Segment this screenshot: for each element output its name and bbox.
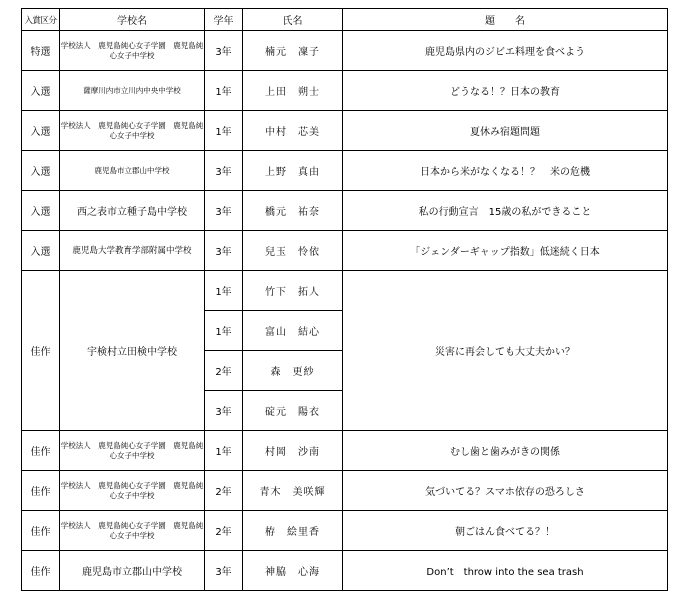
cell-grade: 1年 [205, 311, 243, 351]
header-kubun: 入賞区分 [22, 9, 60, 31]
cell-school: 宇検村立田検中学校 [60, 271, 205, 431]
cell-title: 災害に再会しても大丈夫かい？ [343, 271, 668, 431]
header-name: 氏名 [243, 9, 343, 31]
cell-name: 神脇 心海 [243, 551, 343, 591]
cell-title: 私の行動宣言 15歳の私ができること [343, 191, 668, 231]
table-row [22, 31, 668, 71]
table-row [22, 231, 668, 271]
table-row [22, 111, 668, 151]
table-row [22, 71, 668, 111]
header-row [22, 9, 668, 31]
cell-name: 富山 結心 [243, 311, 343, 351]
cell-school: 学校法人 鹿児島純心女子学園 鹿児島純心女子中学校 [60, 471, 205, 511]
table-row [22, 511, 668, 551]
cell-name: 橋元 祐奈 [243, 191, 343, 231]
cell-name: 碇元 陽衣 [243, 391, 343, 431]
cell-grade: 3年 [205, 151, 243, 191]
cell-kubun: 佳作 [22, 471, 60, 511]
cell-grade: 2年 [205, 511, 243, 551]
cell-grade: 3年 [205, 231, 243, 271]
cell-name: 栫 絵里香 [243, 511, 343, 551]
cell-grade: 1年 [205, 431, 243, 471]
cell-kubun: 入選 [22, 111, 60, 151]
table-row [22, 271, 668, 311]
cell-name: 村岡 沙南 [243, 431, 343, 471]
cell-school: 鹿児島市立郡山中学校 [60, 151, 205, 191]
cell-name: 森 更紗 [243, 351, 343, 391]
cell-title: 日本から米がなくなる！？ 米の危機 [343, 151, 668, 191]
header-title: 題 名 [343, 9, 668, 31]
cell-grade: 2年 [205, 351, 243, 391]
cell-school: 学校法人 鹿児島純心女子学園 鹿児島純心女子中学校 [60, 31, 205, 71]
cell-kubun: 入選 [22, 151, 60, 191]
header-school: 学校名 [60, 9, 205, 31]
table-row [22, 151, 668, 191]
cell-grade: 1年 [205, 71, 243, 111]
cell-school: 鹿児島市立郡山中学校 [60, 551, 205, 591]
cell-title: 気づいてる？スマホ依存の恐ろしさ [343, 471, 668, 511]
header-grade: 学年 [205, 9, 243, 31]
cell-kubun: 入選 [22, 231, 60, 271]
cell-name: 上田 朔士 [243, 71, 343, 111]
cell-school: 薩摩川内市立川内中央中学校 [60, 71, 205, 111]
cell-title: 朝ごはん食べてる？！ [343, 511, 668, 551]
table-row [22, 471, 668, 511]
cell-grade: 2年 [205, 471, 243, 511]
cell-kubun: 入選 [22, 191, 60, 231]
cell-school: 学校法人 鹿児島純心女子学園 鹿児島純心女子中学校 [60, 431, 205, 471]
cell-name: 兒玉 怜依 [243, 231, 343, 271]
cell-name: 中村 芯美 [243, 111, 343, 151]
cell-grade: 3年 [205, 551, 243, 591]
table-row [22, 551, 668, 591]
cell-kubun: 佳作 [22, 551, 60, 591]
cell-kubun: 佳作 [22, 431, 60, 471]
cell-title: Don’t throw into the sea trash [343, 551, 668, 591]
cell-grade: 3年 [205, 31, 243, 71]
cell-grade: 3年 [205, 391, 243, 431]
cell-title: 鹿児島県内のジビエ料理を食べよう [343, 31, 668, 71]
cell-school: 鹿児島大学教育学部附属中学校 [60, 231, 205, 271]
cell-name: 青木 美咲輝 [243, 471, 343, 511]
cell-title: どうなる！？日本の教育 [343, 71, 668, 111]
cell-kubun: 佳作 [22, 511, 60, 551]
cell-name: 竹下 拓人 [243, 271, 343, 311]
cell-grade: 1年 [205, 271, 243, 311]
cell-kubun: 佳作 [22, 271, 60, 431]
award-table [21, 8, 668, 591]
cell-school: 学校法人 鹿児島純心女子学園 鹿児島純心女子中学校 [60, 111, 205, 151]
cell-name: 楠元 凜子 [243, 31, 343, 71]
cell-grade: 3年 [205, 191, 243, 231]
cell-kubun: 特選 [22, 31, 60, 71]
cell-name: 上野 真由 [243, 151, 343, 191]
cell-school: 学校法人 鹿児島純心女子学園 鹿児島純心女子中学校 [60, 511, 205, 551]
cell-title: 「ジェンダーギャップ指数」低迷続く日本 [343, 231, 668, 271]
table-row [22, 431, 668, 471]
table-row [22, 191, 668, 231]
cell-grade: 1年 [205, 111, 243, 151]
cell-school: 西之表市立種子島中学校 [60, 191, 205, 231]
cell-title: 夏休み宿題問題 [343, 111, 668, 151]
cell-kubun: 入選 [22, 71, 60, 111]
cell-title: むし歯と歯みがきの関係 [343, 431, 668, 471]
